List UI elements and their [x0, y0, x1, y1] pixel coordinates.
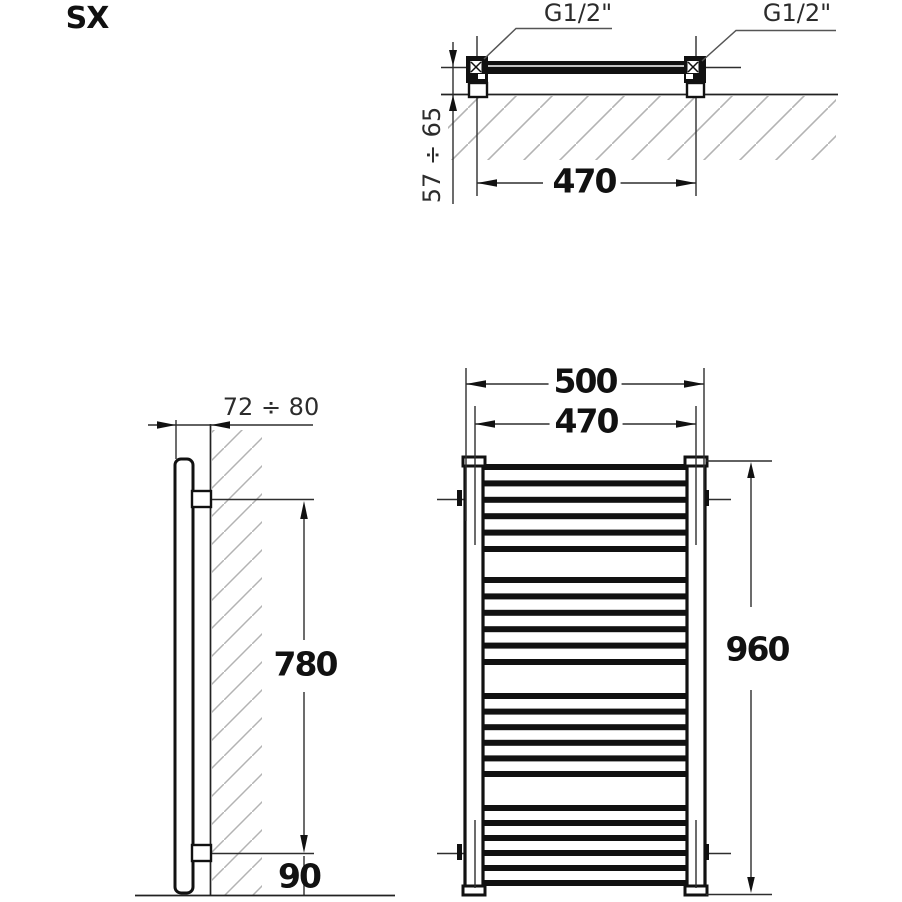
rung: [481, 820, 689, 826]
rung: [481, 659, 689, 665]
arrowhead: [300, 835, 308, 853]
rung: [481, 693, 689, 699]
rung: [481, 546, 689, 552]
front-view-graphics: [437, 368, 772, 895]
rung: [481, 835, 689, 841]
arrowhead: [211, 421, 230, 429]
wall-hatching: [448, 96, 836, 160]
rung: [481, 805, 689, 811]
arrowhead: [449, 50, 457, 66]
overall-width-label: 500: [549, 365, 622, 398]
bracket-tick: [704, 490, 709, 506]
model-label: SX: [65, 1, 109, 36]
bottom-offset-label: 90: [278, 856, 320, 896]
left-connection-fitting: [466, 56, 488, 83]
bracket-tick: [457, 490, 462, 506]
rung: [481, 513, 689, 519]
arrowhead: [684, 380, 704, 388]
arrowhead: [157, 421, 176, 429]
radiator-rungs: [481, 464, 689, 886]
right-connection-label: G1/2": [762, 0, 832, 27]
top-connection-width-label: 470: [548, 165, 621, 198]
rung: [481, 530, 689, 536]
wall-clearance-dimension: [148, 421, 313, 429]
arrowhead: [676, 420, 696, 428]
wall-depth-dimension-label: 57 ÷ 65: [418, 106, 446, 204]
rung: [481, 850, 689, 856]
bracket-tick: [704, 844, 709, 860]
rung: [481, 577, 689, 583]
rung: [481, 497, 689, 503]
rung: [481, 771, 689, 777]
rung: [481, 865, 689, 871]
rung: [481, 626, 689, 632]
left-connection-label: G1/2": [543, 0, 613, 27]
lower-bracket: [192, 845, 211, 861]
arrowhead: [466, 380, 486, 388]
arrowhead: [300, 501, 308, 519]
arrowhead: [747, 877, 755, 893]
radiator-side-profile: [175, 459, 193, 893]
right-wall-bracket: [687, 83, 704, 97]
arrowhead: [475, 420, 495, 428]
rung: [481, 480, 689, 486]
bracket-tick: [457, 844, 462, 860]
rung: [481, 880, 689, 886]
rung: [481, 610, 689, 616]
arrowhead: [477, 179, 497, 187]
connection-spacing-label: 470: [550, 405, 623, 438]
overall-height-label: 960: [725, 629, 789, 669]
rung: [481, 464, 689, 470]
top-view-graphics: [441, 29, 838, 205]
upper-bracket: [192, 491, 211, 507]
side-view-graphics: [135, 420, 395, 896]
rung: [481, 643, 689, 649]
rung: [481, 709, 689, 715]
rung: [481, 724, 689, 730]
overall-height-dimension: [706, 461, 772, 895]
rung: [481, 755, 689, 761]
arrowhead: [747, 462, 755, 478]
rung: [481, 593, 689, 599]
arrowhead: [676, 179, 696, 187]
leader-line-right: [702, 31, 836, 62]
left-wall-bracket: [469, 83, 487, 97]
wall-clearance-label: 72 ÷ 80: [222, 393, 320, 421]
left-collector: [465, 458, 483, 894]
rung: [481, 740, 689, 746]
radiator-top-tube: [480, 61, 691, 74]
bracket-span-label: 780: [273, 644, 337, 684]
leader-line-left: [484, 29, 612, 60]
left-collector-bottom-cap: [463, 886, 485, 895]
